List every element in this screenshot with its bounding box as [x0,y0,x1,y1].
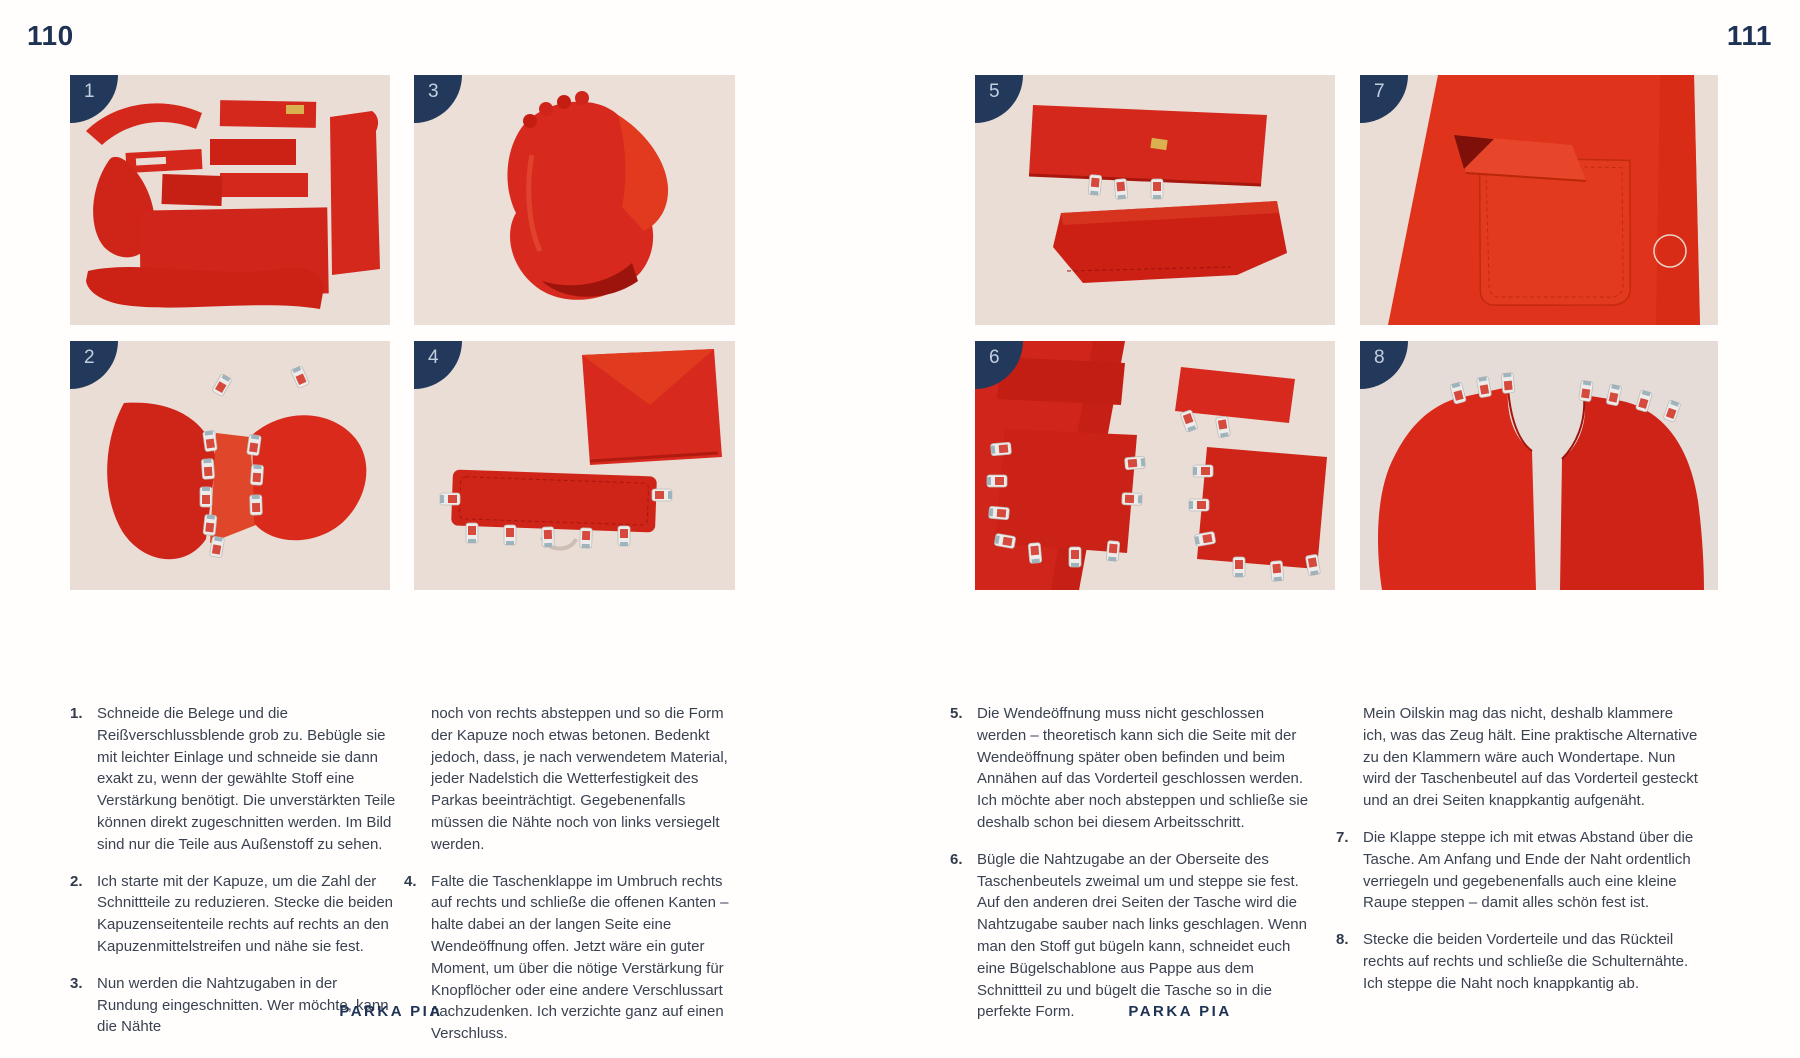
instruction-text-8: Stecke die beiden Vorderteile und das Rückteil rechts auf rechts und schließe die Schulternähte. Ich steppe die Naht noch knappkantig ab. [1363,931,1689,992]
step-badge-3: 3 [414,75,462,123]
instruction-text-6: Bügle die Nahtzugabe an der Oberseite des Taschenbeutels zweimal um und steppe sie fest. Auf den anderen drei Seiten der Tasche wird die Nahtzugabe sauber nach links geschlagen. Wenn man den Stoff gut bügeln kann, schneidet euch eine Bügelschablone aus Pappe aus dem Schnittteil zu und bügelt die Tasche so in die perfekte Form. [977,850,1307,1021]
instruction-item-5 [950,703,1312,834]
instructions-column-111-right [1336,703,1698,1010]
instruction-number-8: 8. [1336,931,1349,949]
photo-illustration-clipped-pockets [975,341,1335,590]
step-badge-1: 1 [70,75,118,123]
instructions-column-110-left [70,703,402,1053]
instruction-item-1 [70,703,402,856]
instruction-text-4: Falte die Taschenklappe im Umbruch rechts auf rechts und schließe die offenen Kanten – halte dabei an der langen Seite eine Wendeöffnung offen. Jetzt wäre ein guter Moment, um über die nötige Verstärkung für Knopflöcher oder eine andere Verschlussart nachzudenken. Ich verzichte ganz auf einen Verschluss. [431,872,729,1043]
step-badge-2: 2 [70,341,118,389]
instruction-number-7: 7. [1336,828,1349,846]
step-badge-6: 6 [975,341,1023,389]
instructions-column-111-left [950,703,1312,1038]
instruction-text-3-continuation: noch von rechts absteppen und so die Form der Kapuze noch etwas betonen. Bedenkt jedoch, dass, je nach verwendetem Material, jeder Nadelstich die Wetterfestigkeit des Parkas beeinträchtigt. Gegebenenfalls müssen die Nähte noch von links versiegelt werden. [431,705,728,853]
step-badge-8: 8 [1360,341,1408,389]
instructions-column-110-right [404,703,738,1058]
page-number-right: 111 [1726,20,1772,51]
instruction-text-5: Die Wendeöffnung muss nicht geschlossen werden – theoretisch kann sich die Seite mit der Wendeöffnung später oben befinden und beim Annähen auf das Vorderteil geschlossen werden. Ich möchte aber noch absteppen und schließe sie deshalb schon bei diesem Arbeitsschritt. [977,705,1309,831]
photo-illustration-flap-clips [414,341,735,590]
instruction-number-1: 1. [70,705,83,722]
step-badge-5: 5 [975,75,1023,123]
photo-illustration-shoulder-seams [1360,341,1718,590]
instruction-item-7 [1336,827,1698,914]
photo-illustration-two-flaps [975,75,1335,325]
step-photo-5 [975,75,1335,325]
step-photo-1 [70,75,390,325]
instruction-text-1: Schneide die Belege und die Reißverschlussblende grob zu. Bebügle sie mit leichter Einlage und schneide sie dann exakt zu, wenn der gewählte Stoff eine Verstärkung benötigt. Die unverstärkten Teile können direkt zugeschnitten werden. Im Bild sind nur die Teile aus Außenstoff zu sehen. [97,705,396,853]
footer-title-left: PARKA PIA [339,1003,443,1020]
instruction-number-3: 3. [70,974,83,992]
instruction-number-2: 2. [70,872,83,890]
instruction-item-8 [1336,929,1698,994]
instruction-text-2: Ich starte mit der Kapuze, um die Zahl der Schnittteile zu reduzieren. Stecke die beiden Kapuzenseitenteile rechts auf rechts an den Kapuzenmittelstreifen und nähe sie fest. [97,872,394,955]
instruction-number-5: 5. [950,705,963,722]
footer-title-right: PARKA PIA [1128,1003,1232,1020]
instruction-text-7: Die Klappe steppe ich mit etwas Abstand über die Tasche. Am Anfang und Ende der Naht ordentlich verriegeln und gegebenenfalls auch eine kleine Raupe steppen – damit alles schön fest ist. [1363,828,1694,912]
step-photo-4 [414,341,735,590]
step-badge-7: 7 [1360,75,1408,123]
photo-illustration-cut-pieces [70,75,390,325]
step-photo-7 [1360,75,1718,325]
instruction-item-4 [404,871,738,1045]
photo-illustration-clipped-hood-pieces [70,341,390,590]
photo-illustration-pocket-panel [1360,75,1718,325]
instruction-number-4: 4. [404,872,417,890]
photo-illustration-hood [414,75,735,325]
instruction-item-2 [70,871,402,958]
step-badge-4: 4 [414,341,462,389]
step-photo-6 [975,341,1335,590]
instruction-item-6 [950,849,1312,1023]
instruction-number-6: 6. [950,850,963,868]
step-photo-3 [414,75,735,325]
instruction-text-6-continuation: Mein Oilskin mag das nicht, deshalb klammere ich, was das Zeug hält. Eine praktische Alternative zu den Klammern wäre auch Wondertape. Nun wird der Taschenbeutel auf das Vorderteil gesteckt und an drei Seiten knappkantig aufgenäht. [1363,705,1698,810]
step-photo-8 [1360,341,1718,590]
instruction-text-3: Nun werden die Nahtzugaben in der Rundung eingeschnitten. Wer möchte, kann die Nähte [97,974,389,1036]
step-photo-2 [70,341,390,590]
page-number-left: 110 [27,20,74,51]
